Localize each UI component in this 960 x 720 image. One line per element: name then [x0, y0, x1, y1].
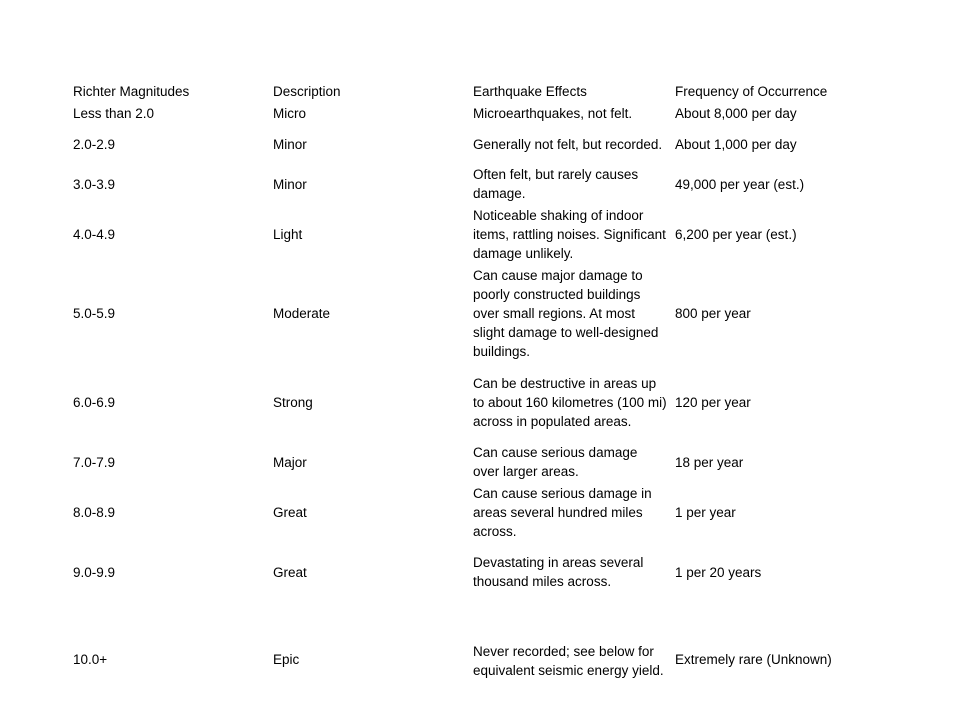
table-row [69, 482, 909, 542]
frequency-cell: 18 per year [675, 454, 744, 470]
frequency-cell: 6,200 per year (est.) [675, 226, 797, 242]
effects-cell: Often felt, but rarely causes damage. [473, 167, 639, 201]
effects-cell: Never recorded; see below for equivalent seismic energy yield. [473, 644, 664, 678]
description-cell: Moderate [273, 305, 331, 321]
frequency-cell: 1 per year [675, 504, 736, 520]
table-row [69, 542, 909, 602]
effects-cell: Noticeable shaking of indoor items, rattling noises. Significant damage unlikely. [473, 207, 666, 261]
frequency-cell: 120 per year [675, 394, 751, 410]
effects-cell: Generally not felt, but recorded. [473, 136, 663, 152]
frequency-cell: 800 per year [675, 305, 751, 321]
header-earthquake-effects: Earthquake Effects [473, 83, 587, 99]
magnitude-cell: 6.0-6.9 [73, 394, 116, 410]
magnitude-cell: 4.0-4.9 [73, 226, 116, 242]
frequency-cell: About 1,000 per day [675, 136, 797, 152]
description-cell: Great [273, 504, 307, 520]
table-row [69, 102, 909, 124]
magnitude-cell: 10.0+ [73, 652, 108, 667]
effects-cell: Can cause serious damage over larger areas. [473, 445, 638, 479]
magnitude-cell: 2.0-2.9 [73, 136, 116, 152]
header-richter-magnitudes: Richter Magnitudes [73, 83, 190, 99]
description-cell: Strong [273, 394, 313, 410]
table-row [69, 164, 909, 204]
magnitude-cell: 8.0-8.9 [73, 504, 116, 520]
effects-cell: Can cause serious damage in areas several hundred miles across. [473, 485, 652, 539]
effects-cell: Microearthquakes, not felt. [473, 105, 633, 121]
table-row [69, 124, 909, 164]
effects-cell: Can cause major damage to poorly constructed buildings over small regions. At most slight damage to well-designed buildings. [473, 267, 659, 359]
magnitude-cell: 9.0-9.9 [73, 564, 116, 580]
description-cell: Major [273, 454, 307, 470]
table-row [69, 204, 909, 264]
magnitude-cell: 7.0-7.9 [73, 454, 116, 470]
description-cell: Minor [273, 136, 307, 152]
frequency-cell: Extremely rare (Unknown) [675, 652, 832, 667]
effects-cell: Devastating in areas several thousand miles across. [473, 555, 644, 589]
richter-scale-table [69, 80, 909, 680]
frequency-cell: 49,000 per year (est.) [675, 176, 805, 192]
header-frequency-of-occurrence: Frequency of Occurrence [675, 83, 828, 99]
description-cell: Epic [273, 652, 300, 667]
frequency-cell: 1 per 20 years [675, 564, 762, 580]
table-header-row [69, 80, 909, 102]
description-cell: Light [273, 226, 303, 242]
description-cell: Minor [273, 176, 307, 192]
description-cell: Great [273, 564, 307, 580]
table-row [69, 362, 909, 442]
table-row [69, 264, 909, 362]
description-cell: Micro [273, 105, 306, 121]
magnitude-cell: Less than 2.0 [73, 105, 155, 121]
table-row [69, 442, 909, 482]
frequency-cell: About 8,000 per day [675, 105, 797, 121]
effects-cell: Can be destructive in areas up to about 160 kilometres (100 mi) across in populated areas. [473, 375, 667, 429]
header-description: Description [273, 83, 341, 99]
magnitude-cell: 3.0-3.9 [73, 176, 116, 192]
magnitude-cell: 5.0-5.9 [73, 305, 116, 321]
table-row [69, 602, 909, 680]
